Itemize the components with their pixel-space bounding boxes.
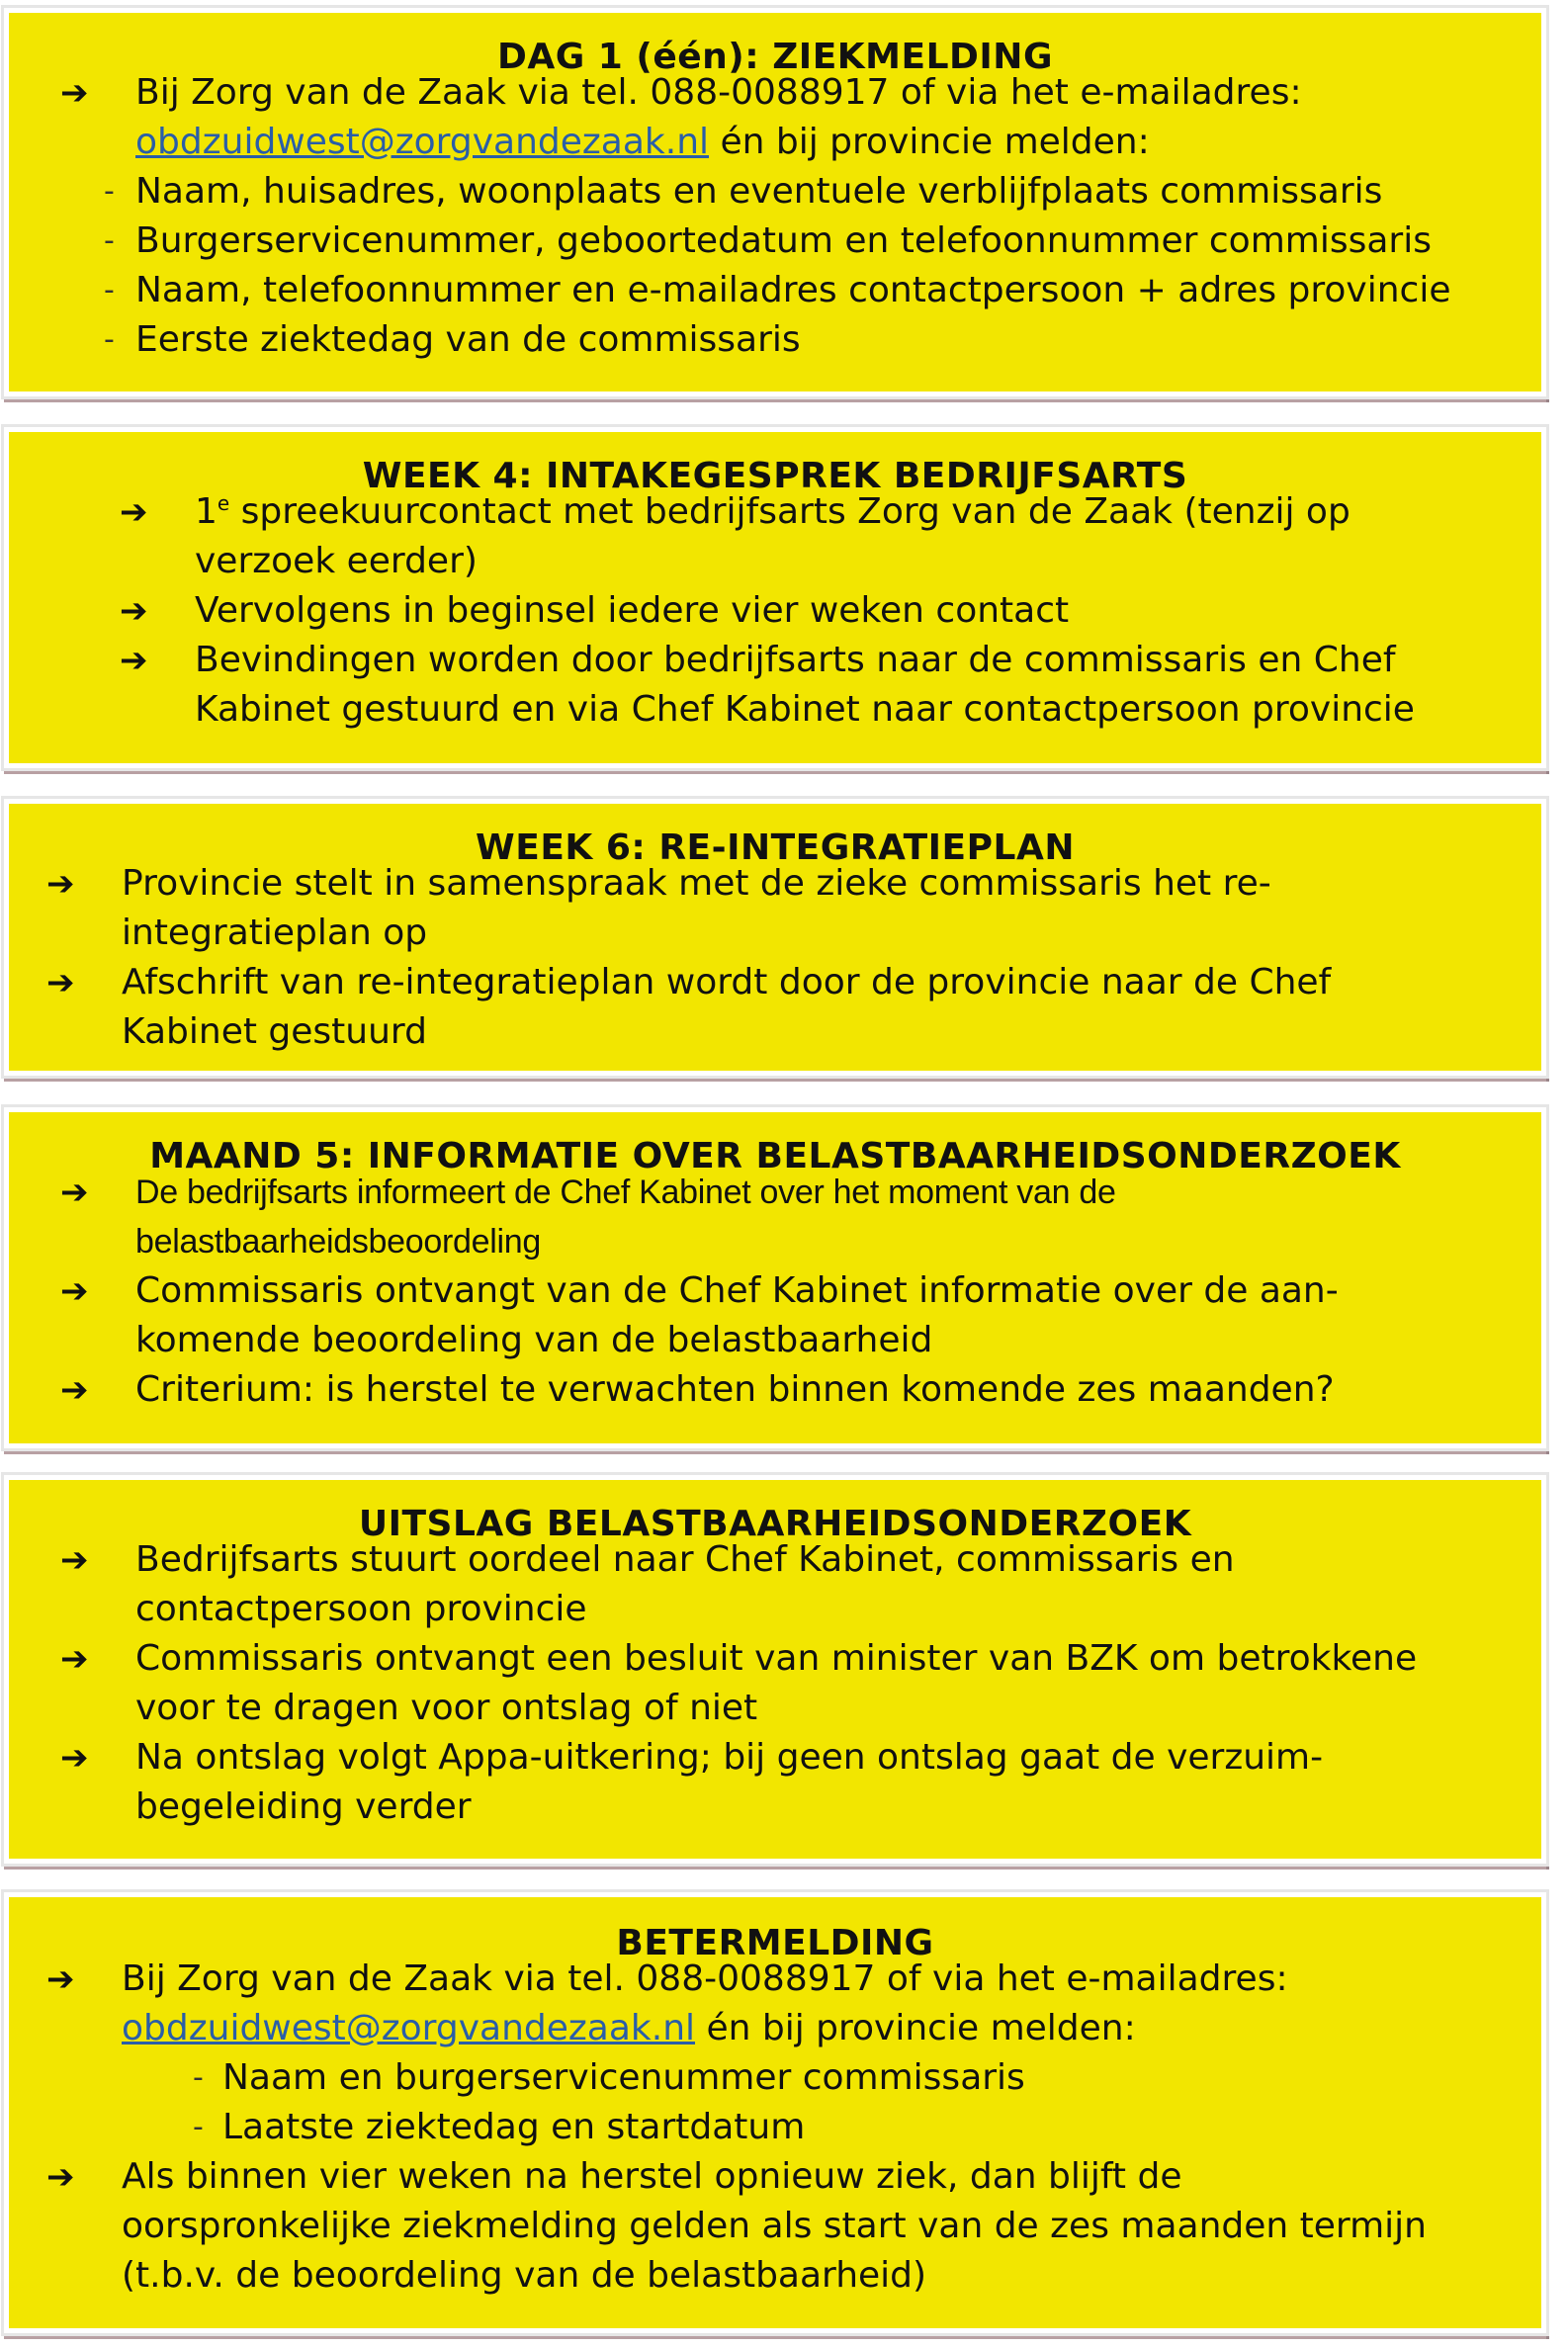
text-line: Naam, huisadres, woonplaats en eventuele verblijfplaats commissaris xyxy=(135,171,1383,212)
email-link[interactable]: obdzuidwest@zorgvandezaak.nl xyxy=(122,2008,696,2048)
text-line: belastbaarheidsbeoordeling xyxy=(135,1223,541,1261)
arrow-icon: ➔ xyxy=(60,73,89,113)
box-week4-intakegesprek xyxy=(4,427,1546,768)
text-line xyxy=(135,118,1150,167)
box-title: DAG 1 (één): ZIEKMELDING xyxy=(496,37,1053,77)
text-line: Bij Zorg van de Zaak via tel. 088-0088917 of via het e-mailadres: xyxy=(122,1958,1288,1999)
dash-bullet: - xyxy=(193,2060,204,2095)
text-line: Provincie stelt in samenspraak met de zieke commissaris het re- xyxy=(122,863,1271,904)
text-line: Afschrift van re-integratieplan wordt door de provincie naar de Chef xyxy=(122,962,1332,1002)
text-line: Naam, telefoonnummer en e-mailadres contactpersoon + adres provincie xyxy=(135,270,1451,310)
arrow-icon: ➔ xyxy=(60,1738,89,1778)
text-segment: 1 xyxy=(195,491,218,532)
text-line: integratieplan op xyxy=(122,913,428,953)
box-title: UITSLAG BELASTBAARHEIDSONDERZOEK xyxy=(358,1504,1192,1544)
arrow-icon: ➔ xyxy=(60,1271,89,1311)
box-betermelding xyxy=(4,1892,1546,2333)
text-segment: én bij provincie melden: xyxy=(709,122,1150,162)
arrow-icon: ➔ xyxy=(60,1639,89,1679)
text-line: Laatste ziektedag en startdatum xyxy=(222,2107,806,2147)
arrow-icon: ➔ xyxy=(60,1540,89,1580)
text-line: oorspronkelijke ziekmelding gelden als start van de zes maanden termijn xyxy=(122,2206,1427,2246)
text-line: Kabinet gestuurd en via Chef Kabinet naar contactpersoon provincie xyxy=(195,689,1415,730)
text-line: contactpersoon provincie xyxy=(135,1589,587,1629)
box-uitslag-belastbaarheid xyxy=(4,1475,1546,1864)
text-line: Commissaris ontvangt van de Chef Kabinet informatie over de aan- xyxy=(135,1270,1339,1311)
text-line: Burgerservicenummer, geboortedatum en telefoonnummer commissaris xyxy=(135,220,1432,261)
box-title: MAAND 5: INFORMATIE OVER BELASTBAARHEIDSONDERZOEK xyxy=(149,1136,1401,1176)
arrow-icon: ➔ xyxy=(120,641,148,680)
text-line: Naam en burgerservicenummer commissaris xyxy=(222,2057,1025,2098)
dash-bullet: - xyxy=(104,174,115,209)
arrow-icon: ➔ xyxy=(46,963,75,1002)
text-line: Na ontslag volgt Appa-uitkering; bij geen ontslag gaat de verzuim- xyxy=(135,1737,1324,1778)
text-line: Als binnen vier weken na herstel opnieuw ziek, dan blijft de xyxy=(122,2156,1182,2197)
text-line: De bedrijfsarts informeert de Chef Kabinet over het moment van de xyxy=(135,1174,1116,1211)
dash-bullet: - xyxy=(104,273,115,307)
box-title: WEEK 6: RE-INTEGRATIEPLAN xyxy=(476,827,1075,868)
box-maand5-informatie xyxy=(4,1107,1546,1448)
box-title: WEEK 4: INTAKEGESPREK BEDRIJFSARTS xyxy=(362,456,1188,496)
box-dag1-ziekmelding xyxy=(4,8,1546,396)
text-line: Vervolgens in beginsel iedere vier weken contact xyxy=(195,590,1070,631)
arrow-icon: ➔ xyxy=(120,591,148,631)
dash-bullet: - xyxy=(104,223,115,258)
text-line: Commissaris ontvangt een besluit van minister van BZK om betrokkene xyxy=(135,1638,1418,1679)
arrow-icon: ➔ xyxy=(60,1173,89,1212)
text-line: Kabinet gestuurd xyxy=(122,1011,427,1052)
text-segment: én bij provincie melden: xyxy=(695,2008,1136,2048)
text-line: komende beoordeling van de belastbaarheid xyxy=(135,1320,933,1360)
text-line: verzoek eerder) xyxy=(195,541,478,581)
text-line: Bedrijfsarts stuurt oordeel naar Chef Kabinet, commissaris en xyxy=(135,1539,1235,1580)
arrow-icon: ➔ xyxy=(46,864,75,904)
text-line: Criterium: is herstel te verwachten binnen komende zes maanden? xyxy=(135,1369,1335,1410)
dash-bullet: - xyxy=(193,2110,204,2144)
text-line xyxy=(122,2004,1136,2053)
box-week6-reintegratieplan xyxy=(4,799,1546,1076)
email-link[interactable]: obdzuidwest@zorgvandezaak.nl xyxy=(135,122,710,162)
arrow-icon: ➔ xyxy=(60,1370,89,1410)
text-line: begeleiding verder xyxy=(135,1786,472,1827)
text-line: Eerste ziektedag van de commissaris xyxy=(135,319,801,360)
text-line: (t.b.v. de beoordeling van de belastbaarheid) xyxy=(122,2255,927,2296)
arrow-icon: ➔ xyxy=(120,492,148,532)
text-line: Bevindingen worden door bedrijfsarts naar de commissaris en Chef xyxy=(195,640,1396,680)
superscript: e xyxy=(217,491,230,515)
arrow-icon: ➔ xyxy=(46,2157,75,2197)
box-title: BETERMELDING xyxy=(616,1923,934,1963)
text-segment: spreekuurcontact met bedrijfsarts Zorg van de Zaak (tenzij op xyxy=(229,491,1350,532)
text-line xyxy=(195,487,1350,537)
text-line: Bij Zorg van de Zaak via tel. 088-0088917 of via het e-mailadres: xyxy=(135,72,1302,113)
dash-bullet: - xyxy=(104,322,115,357)
text-line: voor te dragen voor ontslag of niet xyxy=(135,1688,758,1728)
arrow-icon: ➔ xyxy=(46,1959,75,1999)
